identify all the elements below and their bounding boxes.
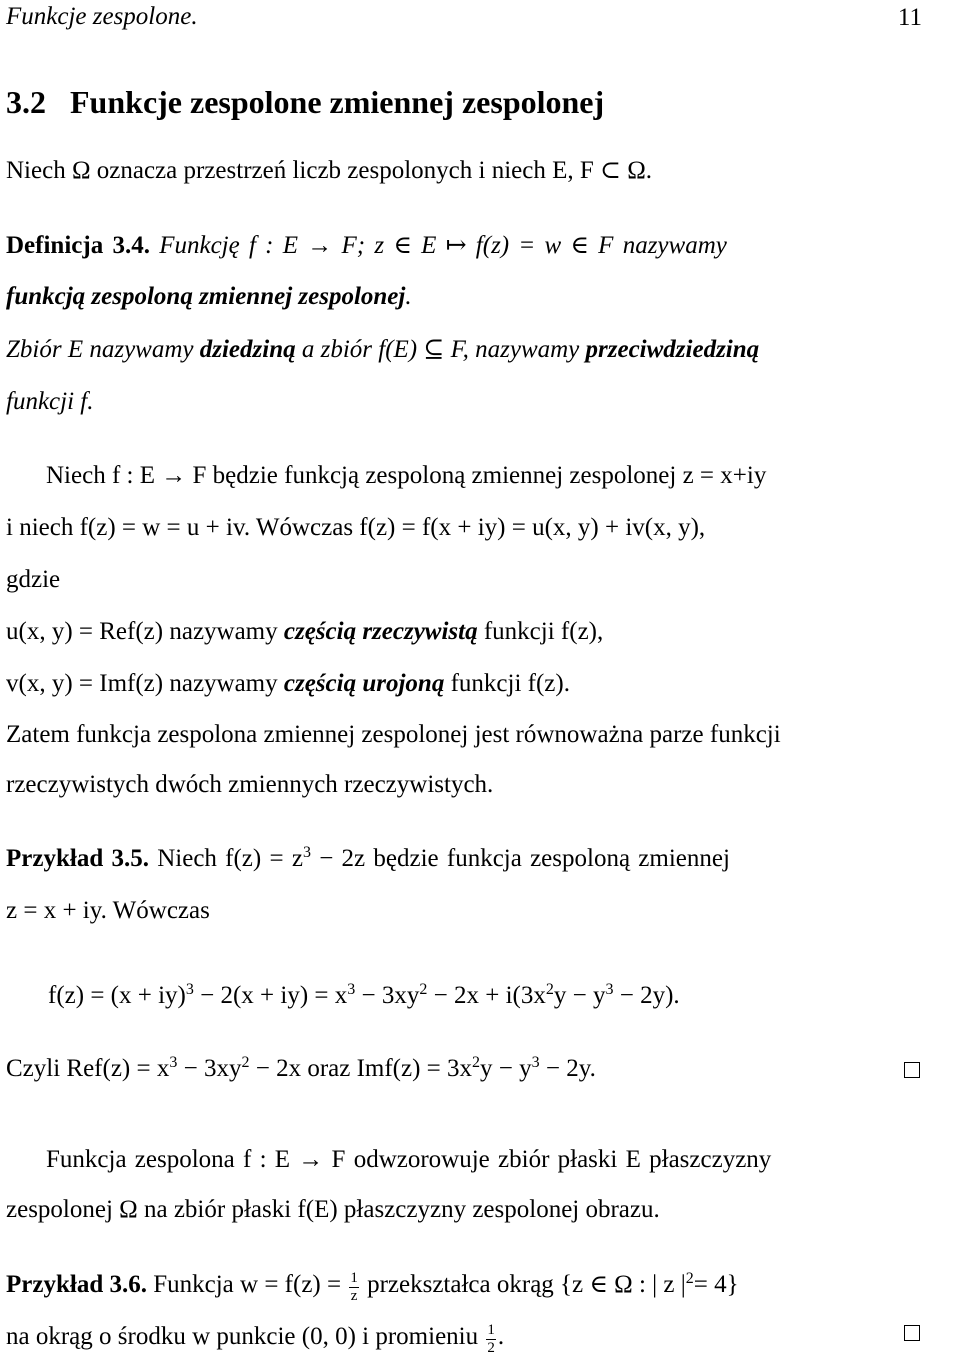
real-part-line: u(x, y) = Ref(z) nazywamy częścią rzeczywistą funkcji f(z), xyxy=(6,618,604,645)
definition-label: Definicja 3.4. xyxy=(6,232,150,259)
qed-square-icon xyxy=(904,1325,920,1341)
example-3-6-line-1: Przykład 3.6. Funkcja w = f(z) = $\frac{1}{z}$ przekształca okrąg {z ∈ Ω : | z $|^2= 4$} xyxy=(6,1270,739,1304)
definition-line-4: funkcji f. xyxy=(6,388,94,415)
intro-text: Niech Ω oznacza przestrzeń liczb zespolonych i niech E, F ⊂ Ω. xyxy=(6,157,653,184)
imaginary-part-line: v(x, y) = Imf(z) nazywamy częścią urojoną funkcji f(z). xyxy=(6,670,570,697)
paragraph-1-line-3: gdzie xyxy=(6,566,61,593)
definition-term-codomain: przeciwdziedziną xyxy=(585,336,760,363)
section-number: 3.2 xyxy=(6,84,46,120)
definition-line-2: funkcją zespoloną zmiennej zespolonej. xyxy=(6,283,412,310)
fraction-one-over-z: $\frac{1}{z}$ xyxy=(350,1270,358,1304)
example-3-6-line-2: na okrąg o środku w punkcie (0, 0) i promieniu $\frac{1}{2}$ . xyxy=(6,1322,505,1356)
paragraph-1-line-7: rzeczywistych dwóch zmiennych rzeczywistych. xyxy=(6,771,494,798)
section-heading xyxy=(6,86,604,118)
definition-text: Funkcję f : E → F; z ∈ E ↦ f(z) = w ∈ F nazywamy xyxy=(159,232,727,259)
paragraph-2-line-1: Funkcja zespolona f : E → F odwzorowuje zbiór płaski E płaszczyzny xyxy=(46,1146,772,1173)
term-imaginary-part: częścią urojoną xyxy=(283,670,445,697)
definition-term-domain: dziedziną xyxy=(199,336,296,363)
definition-line-3: Zbiór E nazywamy dziedziną a zbiór f(E) ⊆ F, nazywamy przeciwdziedziną xyxy=(6,336,760,363)
example-3-5-line-2: z = x + iy. Wówczas xyxy=(6,897,210,924)
paragraph-2-line-2: zespolonej Ω na zbiór płaski f(E) płaszczyzny zespolonej obrazu. xyxy=(6,1196,660,1223)
definition-line-1 xyxy=(6,233,727,258)
section-title: Funkcje zespolone zmiennej zespolonej xyxy=(70,84,605,120)
paragraph-1-line-1: Niech f : E → F będzie funkcją zespoloną zmiennej zespolonej z = x+iy xyxy=(46,462,767,489)
qed-square-icon xyxy=(904,1062,920,1078)
example-3-6-label: Przykład 3.6. xyxy=(6,1271,147,1298)
definition-term-complex-function: funkcją zespoloną zmiennej zespolonej xyxy=(6,283,406,310)
paragraph-1-line-6: Zatem funkcja zespolona zmiennej zespolonej jest równoważna parze funkcji xyxy=(6,721,781,748)
example-3-5-conclusion: Czyli $Ref(z) = x^3 - 3xy^2 - 2x$ oraz $Imf(z) = 3x^2y - y^3 - 2y$. xyxy=(6,1054,596,1082)
example-3-5-equation: $f(z) = (x + iy)^3 - 2(x + iy) = x^3 - 3xy^2 - 2x + i(3x^2y - y^3 - 2y)$. xyxy=(48,981,680,1009)
example-3-5-label: Przykład 3.5. xyxy=(6,845,149,872)
running-title: Funkcje zespolone. xyxy=(6,3,198,30)
fraction-one-half: $\frac{1}{2}$ xyxy=(487,1322,495,1356)
page-number: 11 xyxy=(897,4,922,31)
paragraph-1-line-2: i niech f(z) = w = u + iv. Wówczas f(z) = f(x + iy) = u(x, y) + iv(x, y), xyxy=(6,514,706,541)
term-real-part: częścią rzeczywistą xyxy=(283,618,478,645)
example-3-5-line-1: Przykład 3.5. Niech $f(z) = z^3 - 2z$ będzie funkcja zespoloną zmiennej xyxy=(6,844,730,872)
